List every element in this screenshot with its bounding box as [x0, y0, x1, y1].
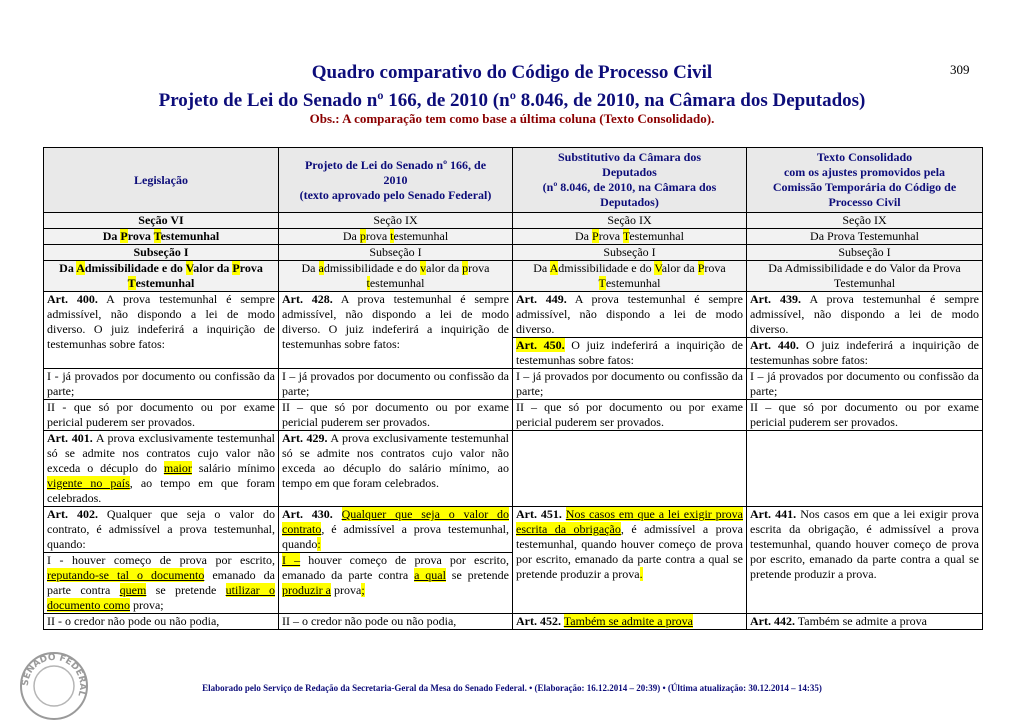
- table-cell: Art. 442. Também se admite a prova: [747, 614, 983, 630]
- table-cell: Subseção I: [747, 245, 983, 261]
- table-cell: Seção IX: [279, 213, 513, 229]
- table-cell: II – o credor não pode ou não podia,: [279, 614, 513, 630]
- table-row: [44, 213, 983, 229]
- table-cell: Art. 449. A prova testemunhal é sempre admissível, não dispondo a lei de modo diverso.: [513, 292, 747, 338]
- table-row: [44, 292, 983, 338]
- table-row: [44, 245, 983, 261]
- table-cell: Art. 451. Nos casos em que a lei exigir prova escrita da obrigação, é admissível a prova testemunhal, quando houver começo de prova por escrito, emanado da parte contra a qual se pretende produzir a prova.: [513, 507, 747, 614]
- table-cell: I – houver começo de prova por escrito, emanado da parte contra a qual se pretende produzir a prova;: [279, 553, 513, 614]
- table-cell: Seção IX: [747, 213, 983, 229]
- table-cell: Subseção I: [44, 245, 279, 261]
- table-cell: II – que só por documento ou por exame pericial puderem ser provados.: [279, 400, 513, 431]
- table-cell: I – já provados por documento ou confissão da parte;: [747, 369, 983, 400]
- table-cell: Subseção I: [279, 245, 513, 261]
- table-cell: I - já provados por documento ou confissão da parte;: [44, 369, 279, 400]
- table-cell: I – já provados por documento ou confissão da parte;: [279, 369, 513, 400]
- footer-note: Elaborado pelo Serviço de Redação da Secretaria-Geral da Mesa do Senado Federal. • (Elaboração: 16.12.2014 – 20:39) • (Última atualização: 30.12.2014 – 14:35): [202, 683, 822, 693]
- table-cell: Da prova testemunhal: [279, 229, 513, 245]
- table-row: [44, 229, 983, 245]
- table-row: [44, 431, 983, 507]
- table-cell: Art. 400. A prova testemunhal é sempre admissível, não dispondo a lei de modo diverso. O juiz indeferirá a inquirição de testemunhas sobre fatos:: [44, 292, 279, 369]
- table-row: [44, 261, 983, 292]
- table-cell: Seção IX: [513, 213, 747, 229]
- column-header-consolidado: Texto Consolidado com os ajustes promovidos pela Comissão Temporária do Código de Processo Civil: [747, 148, 983, 213]
- table-cell: Da Admissibilidade e do Valor da Prova Testemunhal: [513, 261, 747, 292]
- table-cell: Art. 430. Qualquer que seja o valor do contrato, é admissível a prova testemunhal, quando:: [279, 507, 513, 553]
- table-cell: II - que só por documento ou por exame pericial puderem ser provados.: [44, 400, 279, 431]
- table-cell: I - houver começo de prova por escrito, reputando-se tal o documento emanado da parte contra quem se pretende utilizar o documento como prova;: [44, 553, 279, 614]
- table-cell: Art. 439. A prova testemunhal é sempre admissível, não dispondo a lei de modo diverso.: [747, 292, 983, 338]
- table-cell: II - o credor não pode ou não podia,: [44, 614, 279, 630]
- table-cell: [747, 431, 983, 507]
- table-cell: Art. 402. Qualquer que seja o valor do contrato, é admissível a prova testemunhal, quando:: [44, 507, 279, 553]
- document-title: Quadro comparativo do Código de Processo Civil: [311, 62, 713, 83]
- table-cell: I – já provados por documento ou confissão da parte;: [513, 369, 747, 400]
- svg-text:SENADO FEDERAL: SENADO FEDERAL: [20, 652, 88, 698]
- table-cell: II – que só por documento ou por exame pericial puderem ser provados.: [513, 400, 747, 431]
- table-cell: Da Admissibilidade e do Valor da Prova Testemunhal: [44, 261, 279, 292]
- table-cell: II – que só por documento ou por exame pericial puderem ser provados.: [747, 400, 983, 431]
- column-header-pls: Projeto de Lei do Senado nº 166, de 2010 (texto aprovado pelo Senado Federal): [279, 148, 513, 213]
- table-cell: Art. 440. O juiz indeferirá a inquirição de testemunhas sobre fatos:: [747, 338, 983, 369]
- table-cell: Art. 450. O juiz indeferirá a inquirição de testemunhas sobre fatos:: [513, 338, 747, 369]
- table-cell: Subseção I: [513, 245, 747, 261]
- table-cell: Seção VI: [44, 213, 279, 229]
- table-cell: Da Prova Testemunhal: [44, 229, 279, 245]
- table-row: [44, 507, 983, 553]
- table-cell: Art. 401. A prova exclusivamente testemunhal só se admite nos contratos cujo valor não exceda o décuplo do maior salário mínimo vigente no país, ao tempo em que foram celebrados.: [44, 431, 279, 507]
- table-header-row: [44, 148, 983, 213]
- table-cell: Da Prova Testemunhal: [747, 229, 983, 245]
- page-number: 309: [950, 62, 970, 77]
- table-cell: [513, 431, 747, 507]
- table-cell: Art. 452. Também se admite a prova: [513, 614, 747, 630]
- column-header-legislacao: Legislação: [44, 148, 279, 213]
- table-cell: Art. 429. A prova exclusivamente testemunhal só se admite nos contratos cujo valor não exceda ao décuplo do salário mínimo, ao tempo em que foram celebrados.: [279, 431, 513, 507]
- table-cell: Art. 441. Nos casos em que a lei exigir prova escrita da obrigação, é admissível a prova testemunhal, quando houver começo de prova por escrito, emanado da parte contra a qual se pretende produzir a prova.: [747, 507, 983, 614]
- observation-note: Obs.: A comparação tem como base a última coluna (Texto Consolidado).: [309, 111, 715, 126]
- comparison-table: [43, 147, 983, 630]
- table-cell: Da admissibilidade e do valor da prova testemunhal: [279, 261, 513, 292]
- table-row: [44, 400, 983, 431]
- table-row: [44, 614, 983, 630]
- table-cell: Da Prova Testemunhal: [513, 229, 747, 245]
- table-cell: Art. 428. A prova testemunhal é sempre admissível, não dispondo a lei de modo diverso. O juiz indeferirá a inquirição de testemunhas sobre fatos:: [279, 292, 513, 369]
- table-cell: Da Admissibilidade e do Valor da Prova Testemunhal: [747, 261, 983, 292]
- table-row: [44, 369, 983, 400]
- document-subtitle: Projeto de Lei do Senado nº 166, de 2010 (nº 8.046, de 2010, na Câmara dos Deputados): [158, 90, 866, 111]
- column-header-substitutivo: Substitutivo da Câmara dos Deputados (nº 8.046, de 2010, na Câmara dos Deputados): [513, 148, 747, 213]
